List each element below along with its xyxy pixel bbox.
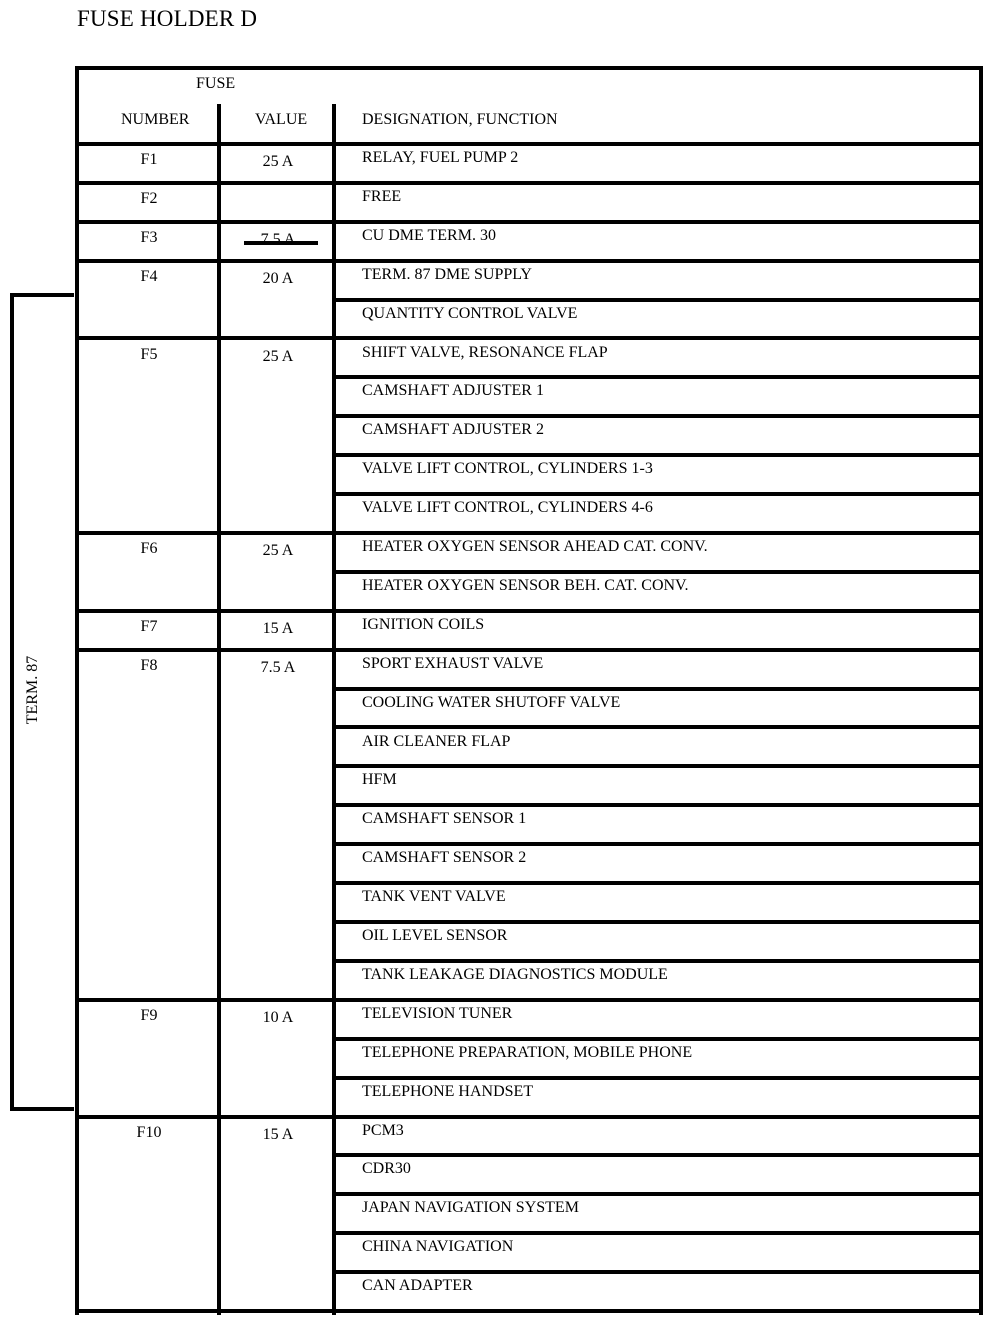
function-row: SPORT EXHAUST VALVE [362, 654, 544, 672]
row-divider [335, 570, 983, 574]
function-row: RELAY, FUEL PUMP 2 [362, 149, 519, 166]
function-row: HEATER OXYGEN SENSOR BEH. CAT. CONV. [362, 576, 689, 594]
function-row: VALVE LIFT CONTROL, CYLINDERS 4-6 [362, 499, 653, 517]
row-divider [335, 1153, 983, 1157]
function-row: AIR CLEANER FLAP [362, 732, 511, 750]
fuse-value: 7.5 A [260, 230, 296, 248]
header-fuse: FUSE [196, 75, 236, 92]
group-divider [75, 181, 983, 185]
function-row: VALVE LIFT CONTROL, CYLINDERS 1-3 [362, 460, 653, 478]
fuse-value: 20 A [262, 269, 294, 287]
fuse-number: F1 [140, 151, 158, 168]
row-divider [335, 375, 983, 379]
fuse-value: 15 A [262, 1125, 294, 1143]
fuse-number: F3 [140, 228, 158, 246]
header-value: VALUE [255, 111, 308, 128]
fuse-value: 7.5 A [260, 658, 296, 676]
function-row: SHIFT VALVE, RESONANCE FLAP [362, 343, 608, 361]
function-row: TANK VENT VALVE [362, 888, 506, 906]
row-divider [335, 803, 983, 807]
fuse-value: 25 A [262, 153, 294, 170]
group-divider [75, 220, 983, 224]
row-divider [335, 687, 983, 691]
row-divider [335, 881, 983, 885]
group-divider [75, 336, 983, 340]
row-divider [335, 1270, 983, 1274]
fuse-number: F10 [136, 1123, 162, 1141]
row-divider [335, 453, 983, 457]
row-divider [335, 1192, 983, 1196]
group-divider [75, 1115, 983, 1119]
group-divider [75, 998, 983, 1002]
function-row: JAPAN NAVIGATION SYSTEM [362, 1199, 579, 1217]
function-row: TELEPHONE HANDSET [362, 1082, 534, 1100]
fuse-value: 25 A [262, 347, 294, 365]
header-number: NUMBER [121, 111, 190, 128]
fuse-number: F8 [140, 656, 158, 674]
group-divider [75, 259, 983, 263]
function-row: CAMSHAFT SENSOR 1 [362, 810, 527, 828]
header-divider [75, 142, 983, 146]
function-row: CAMSHAFT ADJUSTER 1 [362, 382, 544, 400]
fuse-number: F9 [140, 1006, 158, 1024]
fuse-number: F6 [140, 540, 158, 557]
group-divider [75, 648, 983, 652]
group-divider [75, 609, 983, 613]
row-divider [335, 842, 983, 846]
fuse-number: F2 [140, 189, 158, 207]
function-row: CDR30 [362, 1160, 411, 1178]
term-87-label: TERM. 87 [24, 655, 41, 725]
row-divider [335, 725, 983, 729]
row-divider [335, 1076, 983, 1080]
function-row: HEATER OXYGEN SENSOR AHEAD CAT. CONV. [362, 538, 708, 555]
function-row: TANK LEAKAGE DIAGNOSTICS MODULE [362, 965, 668, 983]
group-divider [75, 531, 983, 535]
function-row: QUANTITY CONTROL VALVE [362, 304, 578, 322]
row-divider [335, 1231, 983, 1235]
function-row: CAMSHAFT ADJUSTER 2 [362, 421, 544, 439]
row-divider [335, 298, 983, 302]
row-divider [335, 959, 983, 963]
function-row: CHINA NAVIGATION [362, 1238, 514, 1256]
function-row: TELEPHONE PREPARATION, MOBILE PHONE [362, 1043, 693, 1061]
row-divider [335, 414, 983, 418]
function-row: TELEVISION TUNER [362, 1004, 513, 1022]
fuse-number: F7 [140, 617, 158, 635]
function-row: CAMSHAFT SENSOR 2 [362, 849, 527, 867]
fuse-value: 25 A [262, 542, 294, 559]
fuse-value: 15 A [262, 619, 294, 637]
function-row: IGNITION COILS [362, 615, 485, 633]
fuse-number: F4 [140, 267, 158, 285]
row-divider [335, 764, 983, 768]
fuse-value: 10 A [262, 1008, 294, 1026]
function-row: HFM [362, 771, 397, 789]
header-designation: DESIGNATION, FUNCTION [362, 111, 558, 128]
function-row: CU DME TERM. 30 [362, 226, 496, 244]
table-top-border [75, 66, 983, 70]
fuse-number: F5 [140, 345, 158, 363]
term-87-bracket [10, 293, 74, 1111]
page-title: FUSE HOLDER D [77, 6, 258, 31]
group-divider [75, 1309, 983, 1313]
row-divider [335, 920, 983, 924]
function-row: PCM3 [362, 1121, 404, 1139]
row-divider [335, 492, 983, 496]
function-row: COOLING WATER SHUTOFF VALVE [362, 693, 621, 711]
function-row: OIL LEVEL SENSOR [362, 927, 508, 944]
row-divider [335, 1037, 983, 1041]
function-row: TERM. 87 DME SUPPLY [362, 265, 532, 283]
function-row: FREE [362, 187, 402, 205]
function-row: CAN ADAPTER [362, 1277, 473, 1295]
